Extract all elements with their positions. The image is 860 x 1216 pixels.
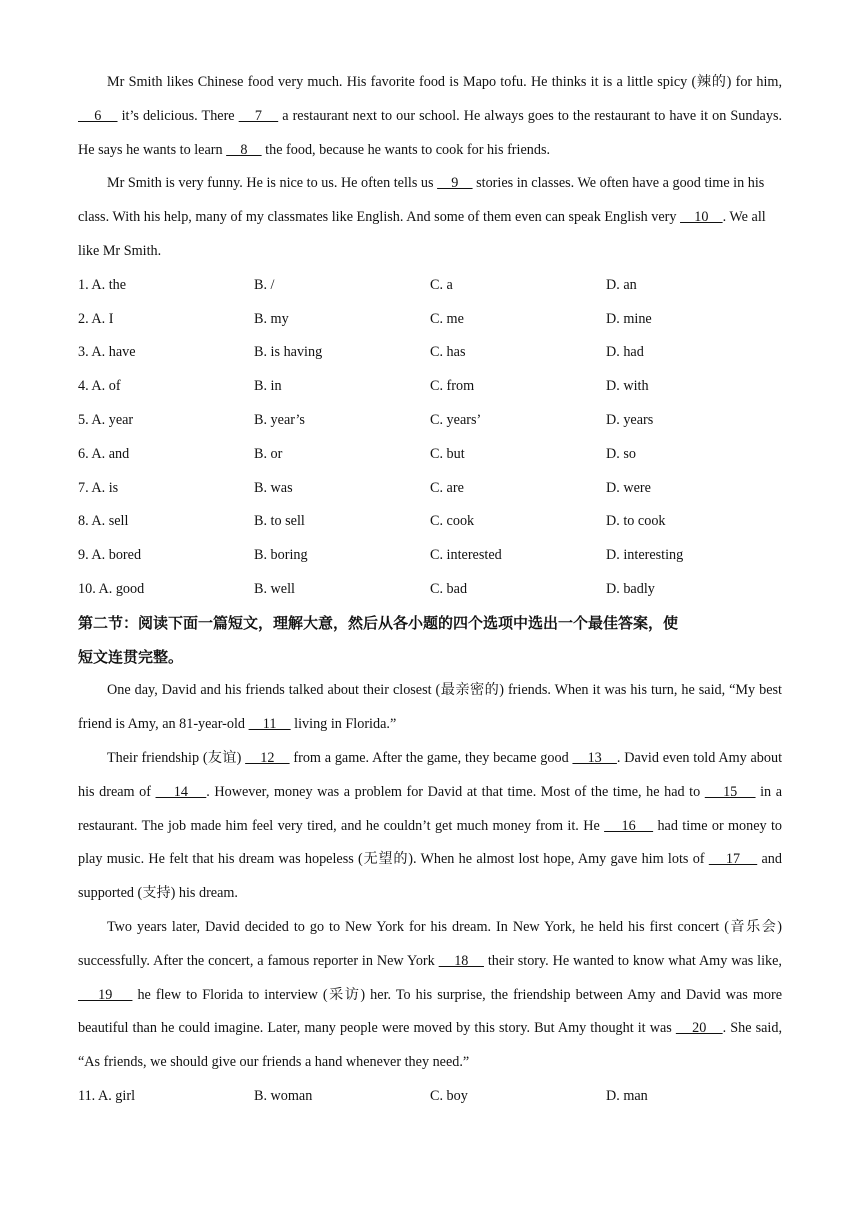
option-d: D. to cook [606,513,666,530]
option-c: C. interested [430,547,502,564]
answer-blank-18: 18 [438,952,484,969]
option-c: C. from [430,378,475,395]
answer-blank-15: 15 [704,783,756,800]
question-options-row [78,539,782,573]
answer-blank-8: 8 [226,141,262,158]
question-options-row [78,1080,782,1114]
answer-blank-20: 20 [675,1020,723,1037]
option-b: B. was [254,479,293,496]
passage2-paragraph-1: One day, David and his friends talked about their closest (最亲密的) friends. When it was his turn, he said, “My best friend is Amy, an 81-year-old 11 living in Florida.” [78,682,782,733]
option-b: B. is having [254,344,323,361]
option-d: D. so [606,445,636,462]
option-d: D. with [606,378,649,395]
option-b: B. or [254,445,283,462]
question-options-row [78,505,782,539]
answer-blank-11: 11 [248,716,291,733]
answer-blank-9: 9 [437,175,473,192]
option-a: 7. A. is [78,479,119,496]
option-c: C. boy [430,1087,468,1104]
answer-blank-6: 6 [78,107,118,124]
option-d: D. an [606,276,637,293]
question-options-row [78,404,782,438]
question-options-row [78,573,782,607]
question-options-row [78,370,782,404]
option-d: D. had [606,344,644,361]
answer-blank-16: 16 [604,817,654,834]
option-b: B. my [254,310,289,327]
option-b: B. in [254,378,282,395]
option-a: 10. A. good [78,580,145,597]
exam-content [78,66,782,1114]
option-c: C. me [430,310,464,327]
option-a: 6. A. and [78,445,130,462]
answer-blank-19: 19 [78,986,133,1003]
option-d: D. years [606,411,654,428]
answer-blank-12: 12 [245,749,290,766]
section-2-title-line-1: 第二节：阅读下面一篇短文，理解大意，然后从各小题的四个选项中选出一个最佳答案，使 [78,613,679,632]
option-c: C. has [430,344,466,361]
question-options-row [78,472,782,506]
question-options-row [78,269,782,303]
option-d: D. man [606,1087,648,1104]
option-d: D. badly [606,580,655,597]
option-c: C. a [430,276,453,293]
option-a: 9. A. bored [78,547,142,564]
answer-blank-13: 13 [572,749,617,766]
options-list-2 [78,1080,782,1114]
option-b: B. boring [254,547,308,564]
option-a: 2. A. I [78,310,114,327]
option-b: B. woman [254,1087,313,1104]
question-options-row [78,438,782,472]
option-c: C. years’ [430,411,482,428]
question-options-row [78,336,782,370]
section-2-title-line-2: 短文连贯完整。 [78,647,184,666]
option-a: 8. A. sell [78,513,129,530]
option-a: 11. A. girl [78,1087,136,1104]
passage1-paragraph-2: Mr Smith is very funny. He is nice to us. He often tells us 9 stories in classes. We often have a good time in his class. With his help, many of my classmates like English. And some of them even can speak English very 10 . We all like Mr Smith. [78,175,766,259]
option-d: D. interesting [606,547,684,564]
option-d: D. were [606,479,651,496]
answer-blank-17: 17 [708,851,758,868]
option-a: 1. A. the [78,276,127,293]
passage2-paragraph-3: Two years later, David decided to go to New York for his dream. In New York, he held his first concert (音乐会) successfully. After the concert, a famous reporter in New York 18 their story. He wanted to know what Amy was like, 19 he flew to Florida to interview (采访) her. To his surprise, the friendship between Amy and David was more beautiful than he could imagine. Later, many people were moved by this story. But Amy thought it was 20 . She said, “As friends, we should give our friends a hand whenever they need.” [78,918,783,1071]
answer-blank-7: 7 [238,107,279,124]
option-c: C. are [430,479,464,496]
question-options-row [78,303,782,337]
answer-blank-14: 14 [155,783,207,800]
option-b: B. / [254,276,275,293]
option-b: B. well [254,580,295,597]
option-a: 3. A. have [78,344,136,361]
option-a: 5. A. year [78,411,134,428]
passage2-paragraph-2: Their friendship (友谊) 12 from a game. After the game, they became good 13 . David even told Amy about his dream of 14 . However, money was a problem for David at that time. Most of the time, he had to 15 in a restaurant. The job made him feel very tired, and he couldn’t get much money from it. He 16 had time or money to play music. He felt that his dream was hopeless (无望的). When he almost lost hope, Amy gave him lots of 17 and supported (支持) his dream. [78,749,783,902]
option-d: D. mine [606,310,652,327]
option-c: C. cook [430,513,475,530]
option-c: C. but [430,445,465,462]
option-c: C. bad [430,580,468,597]
answer-blank-10: 10 [680,209,723,226]
option-b: B. to sell [254,513,305,530]
option-a: 4. A. of [78,378,121,395]
option-b: B. year’s [254,411,305,428]
options-list-1 [78,269,782,607]
passage1-paragraph-1: Mr Smith likes Chinese food very much. His favorite food is Mapo tofu. He thinks it is a little spicy (辣的) for him, 6 it’s delicious. There 7 a restaurant next to our school. He always goes to the restaurant to have it on Sundays. He says he wants to learn 8 the food, because he wants to cook for his friends. [78,74,783,158]
